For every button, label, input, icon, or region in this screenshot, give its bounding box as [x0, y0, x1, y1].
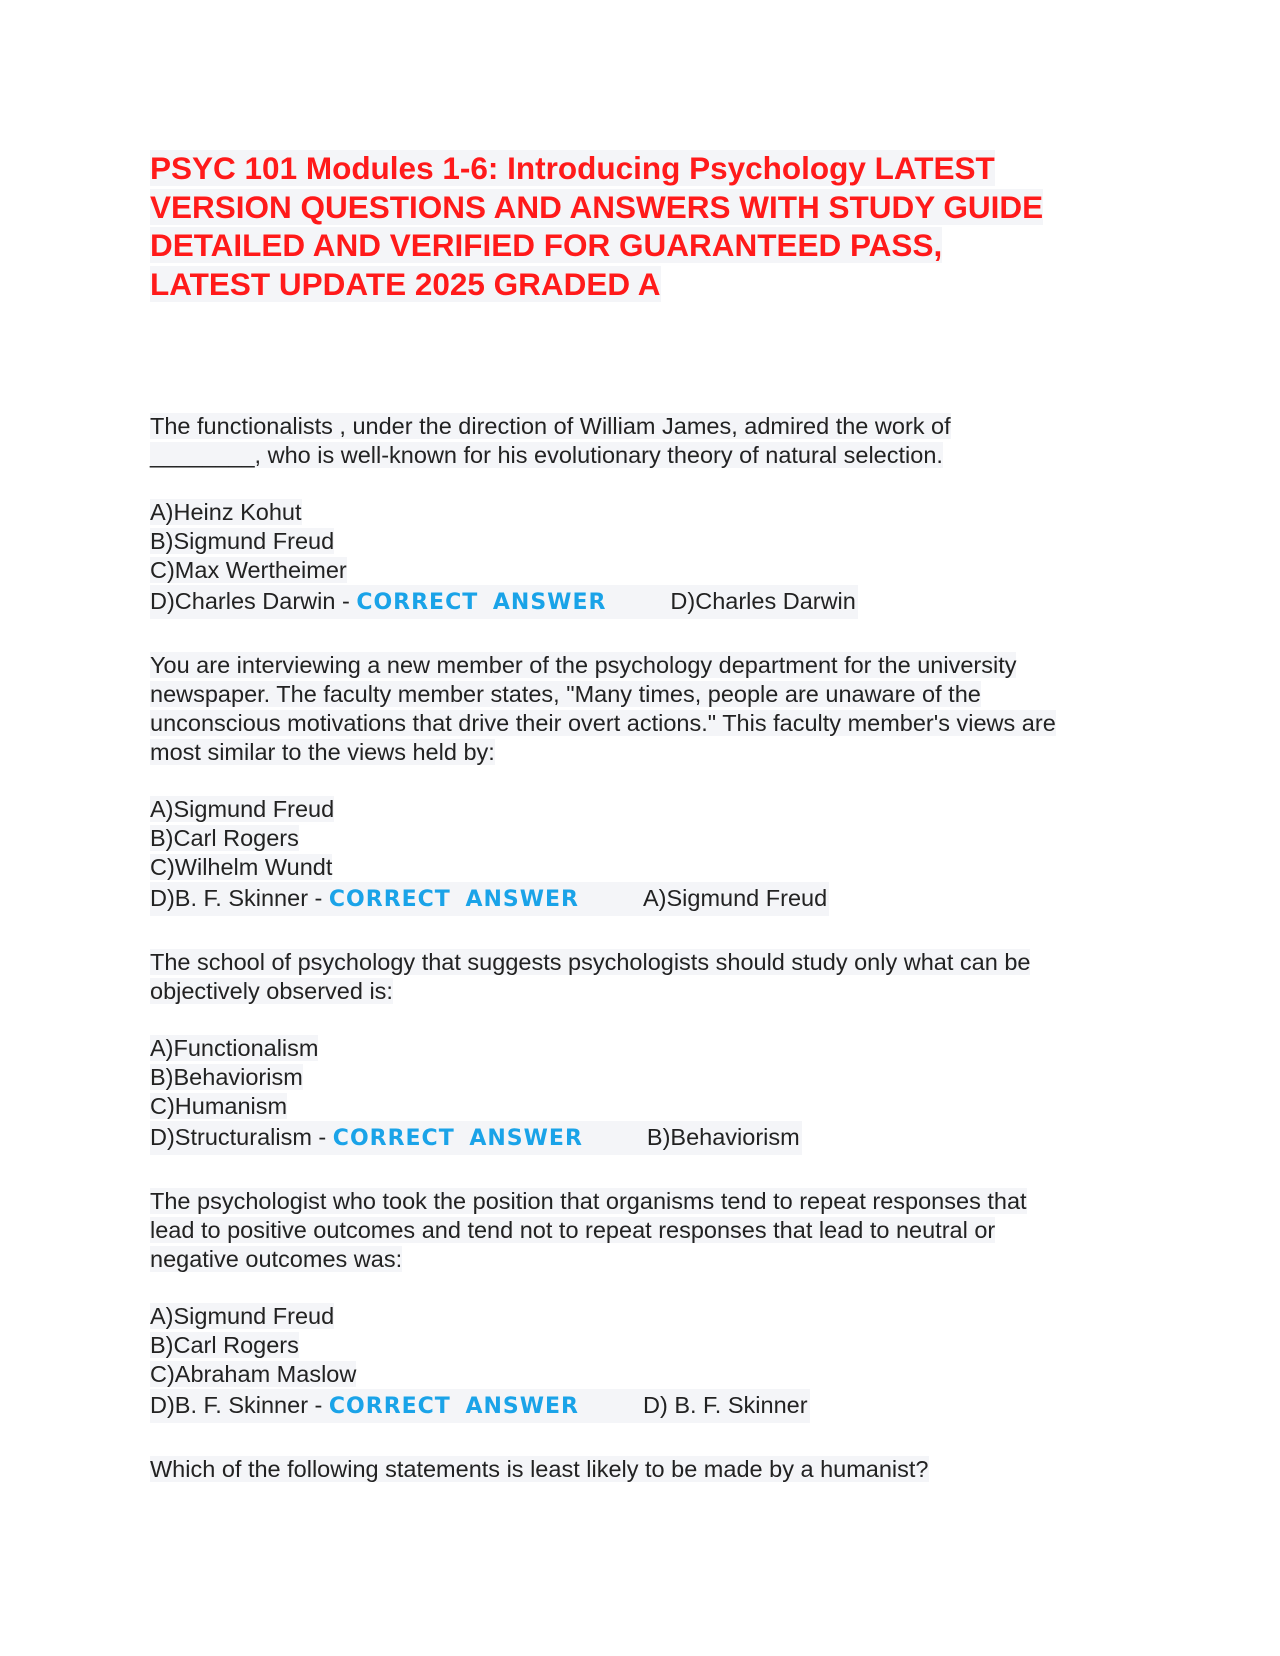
question-text	[150, 1187, 1150, 1274]
correct-answer: D)Charles Darwin	[670, 588, 856, 614]
correct-answer: A)Sigmund Freud	[643, 885, 828, 911]
option: B)Carl Rogers	[150, 825, 299, 851]
option: A)Functionalism	[150, 1035, 319, 1061]
question-list	[150, 412, 1150, 1484]
answer-row	[150, 882, 829, 916]
option: C)Max Wertheimer	[150, 557, 347, 583]
title-line: DETAILED AND VERIFIED FOR GUARANTEED PASS,	[150, 227, 943, 263]
question-line: Which of the following statements is least likely to be made by a humanist?	[150, 1456, 929, 1482]
question-line: negative outcomes was:	[150, 1246, 403, 1272]
question-line: most similar to the views held by:	[150, 739, 495, 765]
question-item	[150, 1187, 1150, 1455]
question-text	[150, 412, 1150, 470]
option-list	[150, 1034, 1150, 1155]
correct-answer: B)Behaviorism	[646, 1124, 800, 1150]
question-line: The school of psychology that suggests psychologists should study only what can be	[150, 949, 1031, 975]
option: A)Heinz Kohut	[150, 499, 302, 525]
question-item	[150, 651, 1150, 948]
option-list	[150, 1302, 1150, 1423]
question-text	[150, 948, 1150, 1006]
question-line: The functionalists , under the direction of William James, admired the work of	[150, 413, 951, 439]
question-item	[150, 412, 1150, 651]
option: D)Charles Darwin -	[150, 588, 350, 614]
question-item	[150, 1455, 1150, 1484]
option-list	[150, 498, 1150, 619]
correct-answer-label: CORRECT ANSWER	[328, 1394, 579, 1419]
title-line: LATEST UPDATE 2025 GRADED A	[150, 265, 661, 302]
option: D)B. F. Skinner -	[150, 1392, 323, 1418]
correct-answer-label: CORRECT ANSWER	[356, 590, 607, 615]
correct-answer: D) B. F. Skinner	[643, 1392, 808, 1418]
answer-row	[150, 1121, 802, 1155]
question-line: ________, who is well-known for his evolutionary theory of natural selection.	[150, 442, 943, 468]
correct-answer-label: CORRECT ANSWER	[332, 1126, 583, 1151]
question-text	[150, 1455, 1150, 1484]
option: B)Sigmund Freud	[150, 528, 335, 554]
option: B)Behaviorism	[150, 1064, 303, 1090]
answer-row	[150, 1389, 810, 1423]
option: D)Structuralism -	[150, 1124, 327, 1150]
question-line: objectively observed is:	[150, 978, 393, 1004]
title-line: PSYC 101 Modules 1-6: Introducing Psychology LATEST	[150, 150, 995, 186]
option: B)Carl Rogers	[150, 1332, 299, 1358]
question-item	[150, 948, 1150, 1187]
option: A)Sigmund Freud	[150, 1303, 335, 1329]
question-line: lead to positive outcomes and tend not to repeat responses that lead to neutral or	[150, 1217, 996, 1243]
option: C)Humanism	[150, 1093, 288, 1119]
option: A)Sigmund Freud	[150, 796, 335, 822]
question-line: You are interviewing a new member of the psychology department for the university	[150, 652, 1017, 678]
page-content	[150, 149, 1130, 1482]
option-list	[150, 795, 1150, 916]
title-line: VERSION QUESTIONS AND ANSWERS WITH STUDY GUIDE	[150, 188, 1044, 225]
answer-row	[150, 585, 858, 619]
option: D)B. F. Skinner -	[150, 885, 323, 911]
option: C)Wilhelm Wundt	[150, 854, 333, 880]
question-line: newspaper. The faculty member states, "Many times, people are unaware of the	[150, 681, 981, 707]
option: C)Abraham Maslow	[150, 1361, 357, 1387]
question-text	[150, 651, 1150, 767]
document-title	[150, 149, 1130, 303]
question-line: unconscious motivations that drive their overt actions." This faculty member's views are	[150, 710, 1056, 736]
question-line: The psychologist who took the position that organisms tend to repeat responses that	[150, 1188, 1027, 1214]
correct-answer-label: CORRECT ANSWER	[328, 887, 579, 912]
